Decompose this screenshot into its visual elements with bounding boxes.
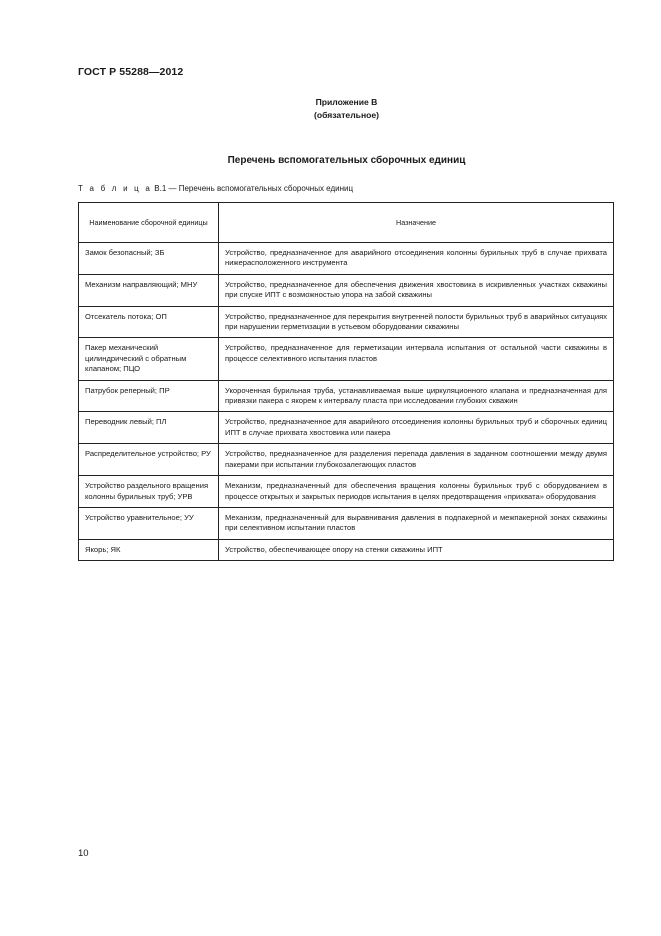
table-caption [78,184,353,193]
unit-name: Якорь; ЯК [79,539,219,560]
unit-purpose: Устройство, предназначенное для разделения перепада давления в заданном соотношении между двумя пакерами при испытании глубокозалегающих пластов [219,444,614,476]
unit-name: Устройство уравнительное; УУ [79,507,219,539]
table-row [79,476,614,508]
unit-purpose: Устройство, предназначенное для аварийного отсоединения колонны бурильных труб в случае прихвата нижерасположенного инструмента [219,243,614,275]
table-row [79,507,614,539]
unit-name: Распределительное устройство; РУ [79,444,219,476]
unit-name: Устройство раздельного вращения колонны бурильных труб; УРВ [79,476,219,508]
standard-code: ГОСТ Р 55288—2012 [78,66,184,78]
unit-name: Отсекатель потока; ОП [79,306,219,338]
assembly-units-table [78,202,614,561]
appendix-heading [0,96,661,122]
table-row [79,444,614,476]
unit-name: Патрубок реперный; ПР [79,380,219,412]
table-row [79,306,614,338]
column-header-purpose: Назначение [219,203,614,243]
unit-name: Переводник левый; ПЛ [79,412,219,444]
unit-name: Замок безопасный; ЗБ [79,243,219,275]
table-row [79,243,614,275]
appendix-title: Приложение В [315,97,378,107]
appendix-status: (обязательное) [313,110,380,120]
table-row [79,274,614,306]
table-row [79,338,614,380]
unit-purpose: Устройство, предназначенное для аварийного отсоединения колонны бурильных труб и сборочных единиц ИПТ в случае прихвата хвостовика или пакера [219,412,614,444]
unit-purpose: Механизм, предназначенный для выравнивания давления в подпакерной и межпакерной зонах скважины при селективном испытании пластов [219,507,614,539]
unit-name: Механизм направляющий; МНУ [79,274,219,306]
table-caption-text: В.1 — Перечень вспомогательных сборочных единиц [152,184,354,193]
unit-purpose: Механизм, предназначенный для обеспечения вращения колонны бурильных труб с оборудованием в процессе открытых и закрытых периодов испытания в целях предотвращения «прихвата» оборудования [219,476,614,508]
table-header-row [79,203,614,243]
column-header-name: Наименование сборочной единицы [79,203,219,243]
unit-purpose: Устройство, предназначенное для обеспечения движения хвостовика в искривленных участках скважины при спуске ИПТ с возможностью упора на забой скважины [219,274,614,306]
table-row [79,380,614,412]
unit-purpose: Устройство, предназначенное для герметизации интервала испытания от остальной части скважины в процессе селективного испытания пластов [219,338,614,380]
section-title: Перечень вспомогательных сборочных единиц [227,155,466,166]
unit-purpose: Устройство, предназначенное для перекрытия внутренней полости бурильных труб в аварийных ситуациях при нарушении герметизации в устьевом оборудовании скважины [219,306,614,338]
table-caption-prefix: Т а б л и ц а [78,184,153,193]
table-row [79,412,614,444]
page-number: 10 [78,848,89,859]
unit-name: Пакер механический цилиндрический с обратным клапаном; ПЦО [79,338,219,380]
unit-purpose: Устройство, обеспечивающее опору на стенки скважины ИПТ [219,539,614,560]
table-row [79,539,614,560]
unit-purpose: Укороченная бурильная труба, устанавливаемая выше циркуляционного клапана и предназначенная для привязки пакера с якорем к интервалу пласта при исследовании глубоких скважин [219,380,614,412]
